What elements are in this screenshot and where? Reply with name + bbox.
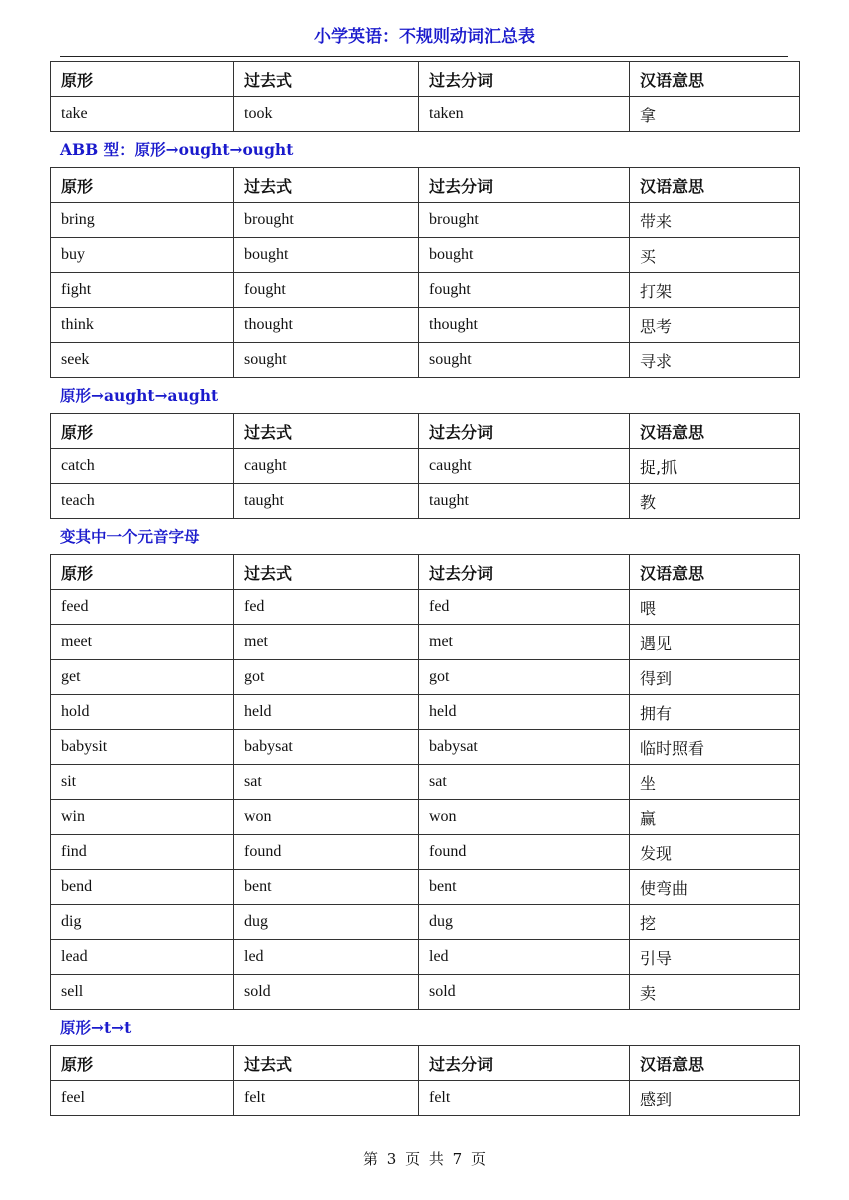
column-header: 汉语意思 <box>630 62 800 97</box>
table-row <box>51 870 800 905</box>
verb-table <box>50 167 800 378</box>
column-header: 过去式 <box>234 168 419 203</box>
verb-table <box>50 413 800 519</box>
column-header: 过去分词 <box>419 62 630 97</box>
past-tense-cell: found <box>234 835 419 870</box>
table-row <box>51 695 800 730</box>
past-participle-cell: sought <box>419 343 630 378</box>
table-row <box>51 800 800 835</box>
table-row <box>51 975 800 1010</box>
base-form-cell: hold <box>51 695 234 730</box>
past-participle-cell: brought <box>419 203 630 238</box>
chinese-meaning-cell: 拿 <box>630 97 800 132</box>
base-form-cell: think <box>51 308 234 343</box>
past-tense-cell: took <box>234 97 419 132</box>
section-heading: 变其中一个元音字母 <box>60 527 200 546</box>
table-row <box>51 449 800 484</box>
table-header-row <box>51 414 800 449</box>
past-participle-cell: won <box>419 800 630 835</box>
chinese-meaning-cell: 捉,抓 <box>630 449 800 484</box>
section-heading: 原形→aught→aught <box>60 386 219 405</box>
base-form-cell: teach <box>51 484 234 519</box>
past-tense-cell: met <box>234 625 419 660</box>
base-form-cell: fight <box>51 273 234 308</box>
chinese-meaning-cell: 引导 <box>630 940 800 975</box>
column-header: 过去式 <box>234 1046 419 1081</box>
verb-table <box>50 554 800 1010</box>
base-form-cell: feel <box>51 1081 234 1116</box>
base-form-cell: take <box>51 97 234 132</box>
chinese-meaning-cell: 得到 <box>630 660 800 695</box>
column-header: 汉语意思 <box>630 168 800 203</box>
table-row <box>51 625 800 660</box>
base-form-cell: find <box>51 835 234 870</box>
chinese-meaning-cell: 带来 <box>630 203 800 238</box>
past-tense-cell: won <box>234 800 419 835</box>
column-header: 汉语意思 <box>630 1046 800 1081</box>
chinese-meaning-cell: 卖 <box>630 975 800 1010</box>
past-participle-cell: taken <box>419 97 630 132</box>
page-footer: 第 3 页 共 7 页 <box>363 1150 486 1168</box>
chinese-meaning-cell: 拥有 <box>630 695 800 730</box>
past-tense-cell: got <box>234 660 419 695</box>
table-row <box>51 660 800 695</box>
column-header: 原形 <box>51 168 234 203</box>
column-header: 原形 <box>51 555 234 590</box>
base-form-cell: meet <box>51 625 234 660</box>
page-title: 小学英语：不规则动词汇总表 <box>314 27 535 47</box>
past-tense-cell: sat <box>234 765 419 800</box>
chinese-meaning-cell: 思考 <box>630 308 800 343</box>
column-header: 过去分词 <box>419 555 630 590</box>
base-form-cell: sit <box>51 765 234 800</box>
table-row <box>51 835 800 870</box>
base-form-cell: buy <box>51 238 234 273</box>
chinese-meaning-cell: 买 <box>630 238 800 273</box>
base-form-cell: bend <box>51 870 234 905</box>
past-tense-cell: led <box>234 940 419 975</box>
base-form-cell: feed <box>51 590 234 625</box>
table-row <box>51 765 800 800</box>
column-header: 过去式 <box>234 62 419 97</box>
past-tense-cell: felt <box>234 1081 419 1116</box>
column-header: 过去式 <box>234 555 419 590</box>
table-row <box>51 343 800 378</box>
past-participle-cell: held <box>419 695 630 730</box>
past-tense-cell: held <box>234 695 419 730</box>
table-header-row <box>51 555 800 590</box>
table-header-row <box>51 62 800 97</box>
table-row <box>51 940 800 975</box>
past-tense-cell: caught <box>234 449 419 484</box>
chinese-meaning-cell: 临时照看 <box>630 730 800 765</box>
base-form-cell: lead <box>51 940 234 975</box>
past-participle-cell: felt <box>419 1081 630 1116</box>
past-tense-cell: fed <box>234 590 419 625</box>
section-heading: ABB 型：原形→ought→ought <box>60 140 294 159</box>
column-header: 原形 <box>51 62 234 97</box>
base-form-cell: bring <box>51 203 234 238</box>
chinese-meaning-cell: 使弯曲 <box>630 870 800 905</box>
base-form-cell: win <box>51 800 234 835</box>
past-tense-cell: dug <box>234 905 419 940</box>
table-row <box>51 308 800 343</box>
chinese-meaning-cell: 寻求 <box>630 343 800 378</box>
table-row <box>51 905 800 940</box>
past-tense-cell: taught <box>234 484 419 519</box>
past-participle-cell: led <box>419 940 630 975</box>
table-row <box>51 590 800 625</box>
past-tense-cell: thought <box>234 308 419 343</box>
header-divider <box>60 56 788 57</box>
column-header: 过去分词 <box>419 414 630 449</box>
chinese-meaning-cell: 坐 <box>630 765 800 800</box>
chinese-meaning-cell: 打架 <box>630 273 800 308</box>
table-header-row <box>51 1046 800 1081</box>
past-tense-cell: sold <box>234 975 419 1010</box>
past-tense-cell: fought <box>234 273 419 308</box>
chinese-meaning-cell: 发现 <box>630 835 800 870</box>
verb-table <box>50 61 800 132</box>
past-participle-cell: babysat <box>419 730 630 765</box>
table-row <box>51 730 800 765</box>
base-form-cell: dig <box>51 905 234 940</box>
chinese-meaning-cell: 喂 <box>630 590 800 625</box>
past-tense-cell: bought <box>234 238 419 273</box>
past-participle-cell: met <box>419 625 630 660</box>
verb-tables <box>50 61 799 1116</box>
column-header: 汉语意思 <box>630 555 800 590</box>
past-tense-cell: babysat <box>234 730 419 765</box>
base-form-cell: seek <box>51 343 234 378</box>
past-participle-cell: taught <box>419 484 630 519</box>
verb-table <box>50 1045 800 1116</box>
past-participle-cell: fed <box>419 590 630 625</box>
column-header: 过去分词 <box>419 168 630 203</box>
past-tense-cell: sought <box>234 343 419 378</box>
table-row <box>51 484 800 519</box>
past-tense-cell: bent <box>234 870 419 905</box>
chinese-meaning-cell: 遇见 <box>630 625 800 660</box>
past-participle-cell: sold <box>419 975 630 1010</box>
past-participle-cell: caught <box>419 449 630 484</box>
past-participle-cell: sat <box>419 765 630 800</box>
column-header: 过去分词 <box>419 1046 630 1081</box>
base-form-cell: sell <box>51 975 234 1010</box>
past-participle-cell: bought <box>419 238 630 273</box>
base-form-cell: babysit <box>51 730 234 765</box>
chinese-meaning-cell: 教 <box>630 484 800 519</box>
base-form-cell: catch <box>51 449 234 484</box>
past-tense-cell: brought <box>234 203 419 238</box>
table-row <box>51 273 800 308</box>
past-participle-cell: dug <box>419 905 630 940</box>
table-header-row <box>51 168 800 203</box>
column-header: 过去式 <box>234 414 419 449</box>
chinese-meaning-cell: 感到 <box>630 1081 800 1116</box>
column-header: 汉语意思 <box>630 414 800 449</box>
table-row <box>51 1081 800 1116</box>
table-row <box>51 238 800 273</box>
chinese-meaning-cell: 赢 <box>630 800 800 835</box>
past-participle-cell: found <box>419 835 630 870</box>
past-participle-cell: got <box>419 660 630 695</box>
table-row <box>51 97 800 132</box>
past-participle-cell: fought <box>419 273 630 308</box>
section-heading: 原形→t→t <box>60 1018 132 1037</box>
past-participle-cell: thought <box>419 308 630 343</box>
column-header: 原形 <box>51 1046 234 1081</box>
base-form-cell: get <box>51 660 234 695</box>
table-row <box>51 203 800 238</box>
column-header: 原形 <box>51 414 234 449</box>
chinese-meaning-cell: 挖 <box>630 905 800 940</box>
past-participle-cell: bent <box>419 870 630 905</box>
